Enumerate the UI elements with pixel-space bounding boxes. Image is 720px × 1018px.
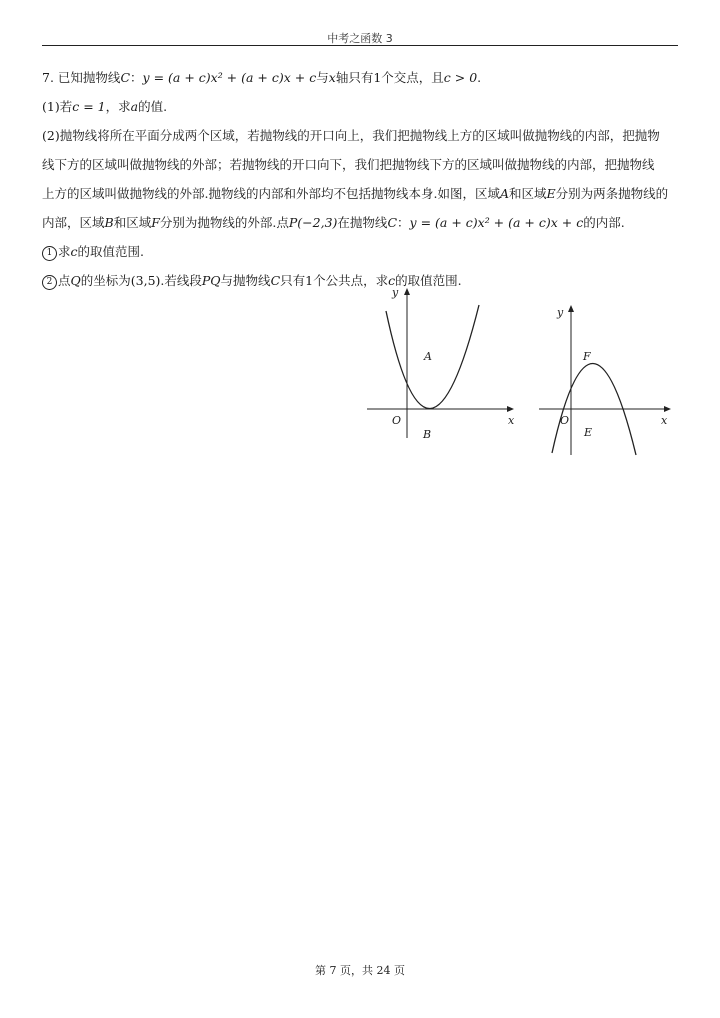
- problem-intro: [42, 63, 678, 92]
- line4-curve-name: C: [387, 215, 398, 230]
- line3-E: E: [546, 186, 556, 201]
- line4-B: B: [104, 215, 114, 230]
- line3-text-2: 和区域: [508, 186, 547, 201]
- right-origin-label: O: [560, 414, 570, 427]
- intro-condition: c > 0: [443, 70, 478, 85]
- intro-colon: ：: [130, 70, 143, 85]
- part-2-line-4: [42, 208, 678, 237]
- part-2-line-3: [42, 179, 678, 208]
- sub2-text-1: 点: [58, 273, 71, 288]
- left-region-B: B: [423, 428, 432, 441]
- intro-text-3: 轴只有1个交点，且: [335, 70, 444, 85]
- line4-equation: y = (a + c)x² + (a + c)x + c: [409, 215, 584, 230]
- sub1-c: c: [70, 244, 78, 259]
- x-axis-arrow-icon: [664, 406, 671, 412]
- figure-right: [534, 283, 684, 462]
- left-x-label: x: [508, 414, 515, 427]
- line4-point-P: P(−2,3): [288, 215, 338, 230]
- line4-F: F: [151, 215, 160, 230]
- part1-lead: (1)若: [42, 99, 73, 114]
- part1-text-1: ，求: [105, 99, 131, 114]
- header-rule: [42, 45, 678, 46]
- sub1-text-1: 求: [58, 244, 71, 259]
- left-y-label: y: [392, 286, 399, 299]
- intro-end: .: [477, 70, 482, 85]
- sub2-c: c: [388, 273, 396, 288]
- part-1: [42, 92, 678, 121]
- part1-a: a: [130, 99, 139, 114]
- circled-number-2: 2: [42, 275, 57, 290]
- left-region-A: A: [424, 350, 432, 363]
- right-region-F: F: [583, 350, 591, 363]
- left-origin-label: O: [392, 414, 402, 427]
- line4-text-3: 分别为抛物线的外部.点: [159, 215, 289, 230]
- line4-colon: ：: [397, 215, 410, 230]
- line4-text-4: 在抛物线: [337, 215, 388, 230]
- sub2-Q: Q: [70, 273, 81, 288]
- line4-text-5: 的内部.: [583, 215, 625, 230]
- sub2-C: C: [270, 273, 281, 288]
- intro-text-1: 已知抛物线: [57, 70, 121, 85]
- intro-x: x: [328, 70, 336, 85]
- part-2-line-2: 线下方的区域叫做抛物线的外部；若抛物线的开口向下，我们把抛物线下方的区域叫做抛物线的内部，把抛物线: [42, 157, 655, 172]
- page-header: 中考之函数 3: [327, 32, 393, 45]
- problem-body: [42, 63, 678, 295]
- x-axis-arrow-icon: [507, 406, 514, 412]
- right-region-E: E: [584, 426, 593, 439]
- figure-left: [362, 283, 522, 447]
- circled-number-1: 1: [42, 246, 57, 261]
- sub2-text-5: 的取值范围.: [395, 273, 462, 288]
- sub2-PQ: PQ: [201, 273, 221, 288]
- figure-right-svg: [534, 283, 684, 458]
- sub2-text-2: 的坐标为(3,5).若线段: [80, 273, 202, 288]
- sub1-text-2: 的取值范围.: [77, 244, 145, 259]
- line4-text-1: 内部，区域: [42, 215, 105, 230]
- right-y-label: y: [557, 306, 564, 319]
- right-x-label: x: [661, 414, 668, 427]
- part1-equation: c = 1: [72, 99, 106, 114]
- upward-parabola: [386, 305, 479, 409]
- line4-text-2: 和区域: [113, 215, 152, 230]
- figure-left-svg: [362, 283, 522, 443]
- problem-number: 7.: [42, 70, 54, 85]
- line3-text-3: 分别为两条抛物线的: [555, 186, 669, 201]
- intro-text-2: 与: [316, 70, 329, 85]
- y-axis-arrow-icon: [568, 305, 574, 312]
- y-axis-arrow-icon: [404, 288, 410, 295]
- line3-A: A: [499, 186, 509, 201]
- line3-text-1: 上方的区域叫做抛物线的外部.抛物线的内部和外部均不包括抛物线本身.如图，区域: [42, 186, 500, 201]
- part-2-line-1: (2)抛物线将所在平面分成两个区域，若抛物线的开口向上，我们把抛物线上方的区域叫做抛物线的内部，把抛物: [42, 128, 660, 143]
- sub2-text-3: 与抛物线: [220, 273, 271, 288]
- part1-text-2: 的值.: [138, 99, 168, 114]
- sub2-text-4: 只有1个公共点，求: [280, 273, 389, 288]
- sub-question-1: [42, 237, 678, 266]
- page-footer: 第 7 页，共 24 页: [315, 964, 405, 977]
- intro-equation: y = (a + c)x² + (a + c)x + c: [142, 70, 317, 85]
- intro-curve-name: C: [120, 70, 131, 85]
